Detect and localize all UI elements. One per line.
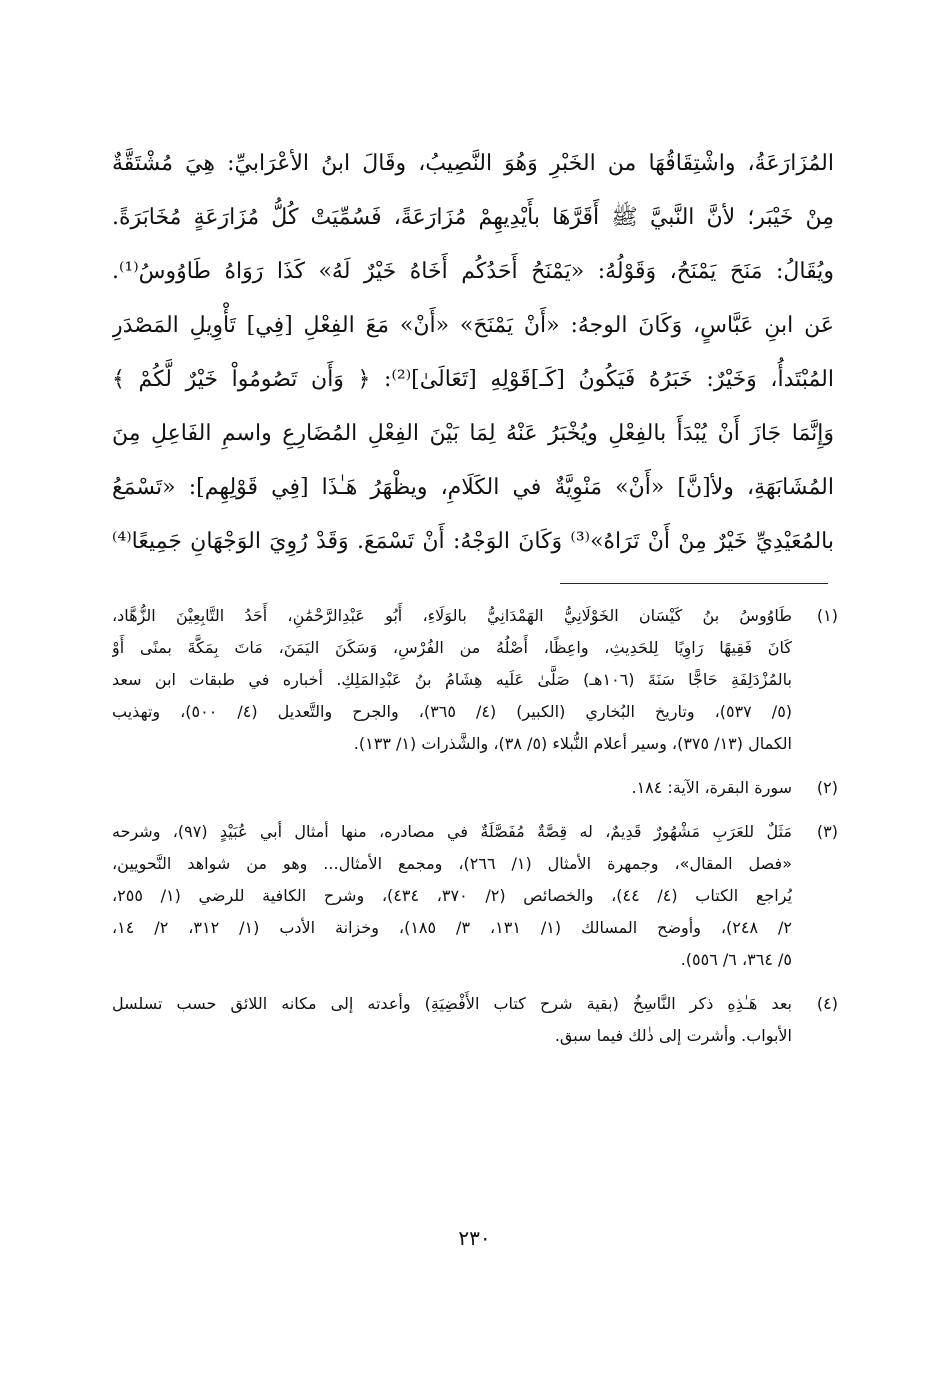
footnote-line: «فصل المقال»، وجمهرة الأمثال (١/ ٢٦٦)، ومجمع الأمثال... وهو من شواهد النَّحويين، <box>112 854 792 873</box>
footnote-number: (١) <box>816 606 838 625</box>
footnote-1 <box>112 600 838 760</box>
footnote-4 <box>112 988 838 1052</box>
page-number: ٢٣٠ <box>458 1226 491 1250</box>
footnote-body <box>112 816 792 976</box>
footnote-body <box>112 772 792 804</box>
footnote-line: يُراجع الكتاب (٤/ ٤٤)، والخصائص (٢/ ٣٧٠، ٤٣٤)، وشرح الكافية للرضي (١/ ٢٥٥، <box>112 886 792 905</box>
main-text-line: المُبْتَدأُ، وَخَيْرٌ: خَبَرُهُ فَيَكُونُ [كَـ]قَوْلِهِ [تَعَالَىٰ]⁽²⁾: ﴿ وَأَن تَصُومُواْ خَيْرٌ لَّكُمْ ﴾ <box>112 367 834 392</box>
footnote-body <box>112 600 792 760</box>
main-text-line: المُشَابَهَةِ، ولأ[نَّ] «أَنْ» مَنْوِيَّةٌ في الكَلَامِ، ويظْهَرُ هَـٰذَا [فِي قَوْلِهِم]: «تَسْمَعُ <box>112 475 834 500</box>
footnote-number: (٢) <box>816 778 838 797</box>
footnote-line: طَاوُوسُ بنُ كَيْسَان الخَوْلَانِيُّ الهَمْدَانِيُّ بالوَلَاءِ، أَبُو عَبْدِالرَّحْمَٰنِ، أَحَدُ التَّابِعِيْنَ الزُّهَّاد، <box>112 606 792 625</box>
footnote-line: الكمال (١٣/ ٣٧٥)، وسير أعلام النُّبلاء (٥/ ٣٨)، والشَّذرات (١/ ١٣٣). <box>353 734 792 753</box>
footnote-line: بالمُزْدَلِفَةِ حَاجًّا سَنَةَ (١٠٦هـ) صَلَّىٰ عَلَيه هِشَامُ بنُ عَبْدِالمَلِكِ. أخباره في طبقات ابن سعد <box>112 670 792 689</box>
main-text-line: ويُقَالُ: مَنَحَ يَمْنَحُ، وَقَوْلُهُ: «يَمْنَحُ أَحَدُكُم أَخَاهُ خَيْرٌ لَهُ» كَذَا رَوَاهُ طَاوُوسُ⁽¹⁾. <box>112 259 834 284</box>
footnotes-section <box>112 600 838 1064</box>
footnote-number: (٤) <box>816 994 838 1013</box>
footnote-line: ٥/ ٣٦٤، ٦/ ٥٥٦). <box>680 950 792 969</box>
footnote-line: بعد هَـٰذِهِ ذكر النَّاسِخُ (بقية شرح كتاب الأَفْضِيَةِ) وأعدته إلى مكانه اللائق حسب تسلسل <box>112 994 792 1013</box>
main-text-line: مِنْ خَيْبَر؛ لأنَّ النَّبيَّ ﷺ أَقَرَّهَا بأَيْدِيهِمْ مُزَارَعَةً، فَسُمِّيَتْ كُلُّ مُزَارَعَةٍ مُخَابَرَةً. <box>112 205 834 230</box>
footnote-2 <box>112 772 838 804</box>
footnote-separator-rule <box>560 583 828 584</box>
main-text-line: عَن ابنِ عَبَّاسٍ، وَكَانَ الوجهُ: «أَنْ يَمْنَحَ» «أَنْ» مَعَ الفِعْلِ [فِي] تَأْوِيلِ المَصْدَرِ <box>112 313 834 338</box>
footnote-line: (٥/ ٥٣٧)، وتاريخ البُخاري (الكبير) (٤/ ٣٦٥)، والجرح والتَّعديل (٤/ ٥٠٠)، وتهذيب <box>112 702 792 721</box>
footnote-line: كَانَ فَقِيهًا رَاوِيًا لِلحَدِيثِ، واعِظًا، أَصْلُهُ من الفُرْسِ، وَسَكَنَ اليَمَنَ، مَاتَ بِمَكَّةَ بمنًى أَوْ <box>112 638 792 657</box>
main-text-line: المُزَارَعَةُ، واشْتِقَاقُهَا من الخَبْرِ وَهُوَ النَّصِيبُ، وقَالَ ابنُ الأعْرَابيِّ: هِيَ مُشْتَقَّةٌ <box>112 151 834 176</box>
main-text-line: وَإِنَّمَا جَازَ أَنْ يُبْدَأَ بالفِعْلِ ويُخْبَرُ عَنْهُ لِمَا بَيْنَ الفِعْلِ المُضَارِعِ واسمِ الفَاعِلِ مِنَ <box>112 421 834 446</box>
footnote-line: ٢/ ٢٤٨)، وأوضح المسالك (١/ ١٣١، ٣/ ١٨٥)، وخزانة الأدب (١/ ٣١٢، ٢/ ١٤، <box>112 918 792 937</box>
footnote-body <box>112 988 792 1052</box>
main-text-line: بالمُعَيْدِيِّ خَيْرٌ مِنْ أَنْ تَرَاهُ»⁽³⁾ وَكَانَ الوَجْهُ: أَنْ تَسْمَعَ. وَقَدْ رُوِيَ الوَجْهَانِ جَمِيعًا⁽⁴⁾ <box>112 529 834 554</box>
footnote-line: سورة البقرة، الآية: ١٨٤. <box>631 778 792 797</box>
footnote-3 <box>112 816 838 976</box>
footnote-line: الأبواب. وأشرت إلى ذٰلك فيما سبق. <box>554 1026 792 1045</box>
main-text-block <box>112 137 834 569</box>
footnote-line: مَثَلٌ للعَرَبِ مَشْهُورٌ قَدِيمٌ، له قِصَّةٌ مُفَصَّلَةٌ في مصادره، منها أمثال أبي عُبَيْدٍ (٩٧)، وشرحه <box>112 822 792 841</box>
footnote-number: (٣) <box>816 822 838 841</box>
